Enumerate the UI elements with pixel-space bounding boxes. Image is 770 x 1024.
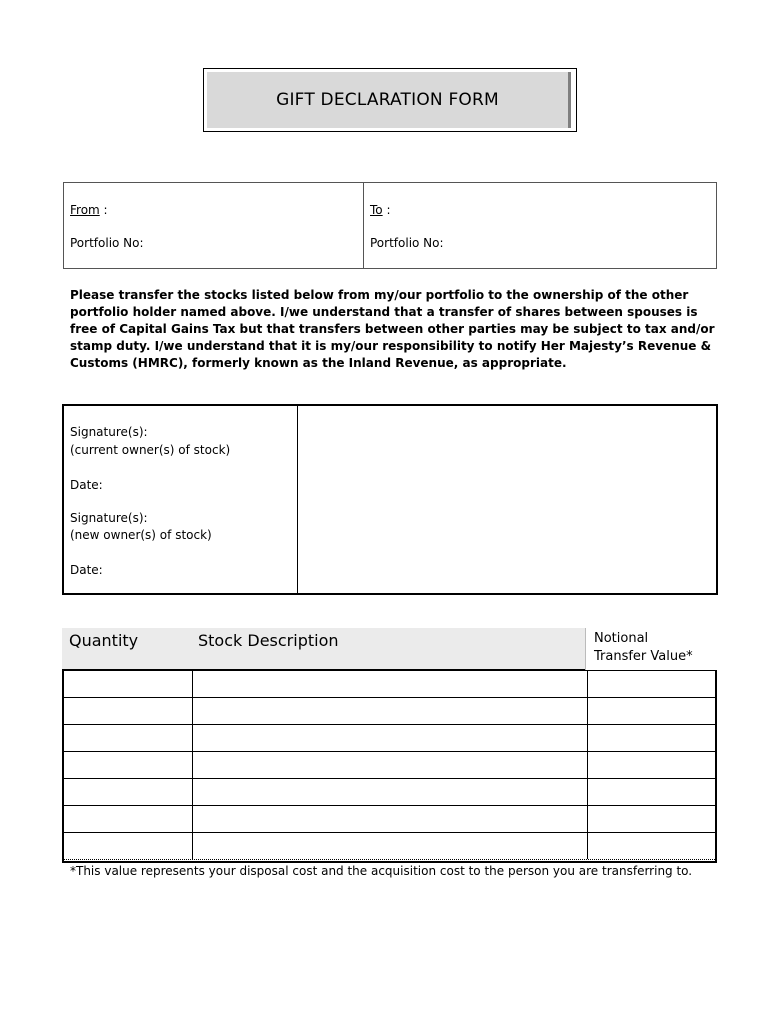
transfer-value-header [594,630,693,666]
transfer-value-header-line2: Transfer Value* [594,649,693,664]
value-cell[interactable] [588,725,715,751]
new-signature-label: Signature(s): [70,511,148,525]
table-row [64,832,715,859]
description-cell[interactable] [193,671,588,697]
from-party-cell [64,183,364,268]
value-cell[interactable] [588,779,715,805]
stock-table-header [62,628,717,670]
description-cell[interactable] [193,779,588,805]
to-portfolio-label: Portfolio No: [370,236,444,250]
table-row [64,724,715,751]
new-date-label: Date: [70,563,103,577]
signature-labels [64,406,298,593]
from-label [70,203,108,217]
current-signature-label: Signature(s): [70,425,148,439]
description-cell[interactable] [193,833,588,859]
to-label-colon: : [382,203,391,217]
transfer-value-header-cell [585,628,717,670]
current-owner-sublabel: (current owner(s) of stock) [70,443,231,457]
declaration-text: Please transfer the stocks listed below from my/our portfolio to the ownership of the other portfolio holder named above. I/we understand that a transfer of shares between spouses is free of Capital Gains Tax but that transfers between other parties may be subject to tax and/or stamp duty. I/we understand that it is my/our responsibility to notify Her Majesty’s Revenue & Customs (HMRC), formerly known as the Inland Revenue, as appropriate. [70,288,715,370]
table-row [64,778,715,805]
table-row [64,805,715,832]
description-cell[interactable] [193,725,588,751]
current-date-label: Date: [70,478,103,492]
table-row [64,751,715,778]
value-cell[interactable] [588,671,715,697]
new-owner-sublabel: (new owner(s) of stock) [70,528,212,542]
from-portfolio-label: Portfolio No: [70,236,144,250]
table-row [64,697,715,724]
form-title-box [203,68,577,132]
stock-description-header: Stock Description [198,631,339,650]
value-cell[interactable] [588,806,715,832]
quantity-cell[interactable] [64,725,193,751]
form-title: GIFT DECLARATION FORM [207,72,571,128]
from-label-text: From [70,203,100,217]
table-bottom-rule [64,859,715,861]
table-row [64,670,715,697]
description-cell[interactable] [193,806,588,832]
transfer-value-header-line1: Notional [594,631,649,646]
quantity-cell[interactable] [64,752,193,778]
signature-area[interactable] [298,406,716,593]
party-details-table [63,182,717,269]
description-cell[interactable] [193,752,588,778]
quantity-cell[interactable] [64,698,193,724]
footnote: *This value represents your disposal cost and the acquisition cost to the person you are transferring to. [70,864,693,878]
value-cell[interactable] [588,752,715,778]
from-label-colon: : [99,203,108,217]
description-cell[interactable] [193,698,588,724]
value-cell[interactable] [588,698,715,724]
stock-table-body [62,670,717,863]
quantity-cell[interactable] [64,806,193,832]
signature-table [62,404,718,595]
value-cell[interactable] [588,833,715,859]
quantity-header: Quantity [69,631,139,650]
to-label-text: To [370,203,383,217]
quantity-cell[interactable] [64,833,193,859]
to-party-cell [364,183,716,268]
to-label [370,203,391,217]
quantity-cell[interactable] [64,671,193,697]
quantity-cell[interactable] [64,779,193,805]
